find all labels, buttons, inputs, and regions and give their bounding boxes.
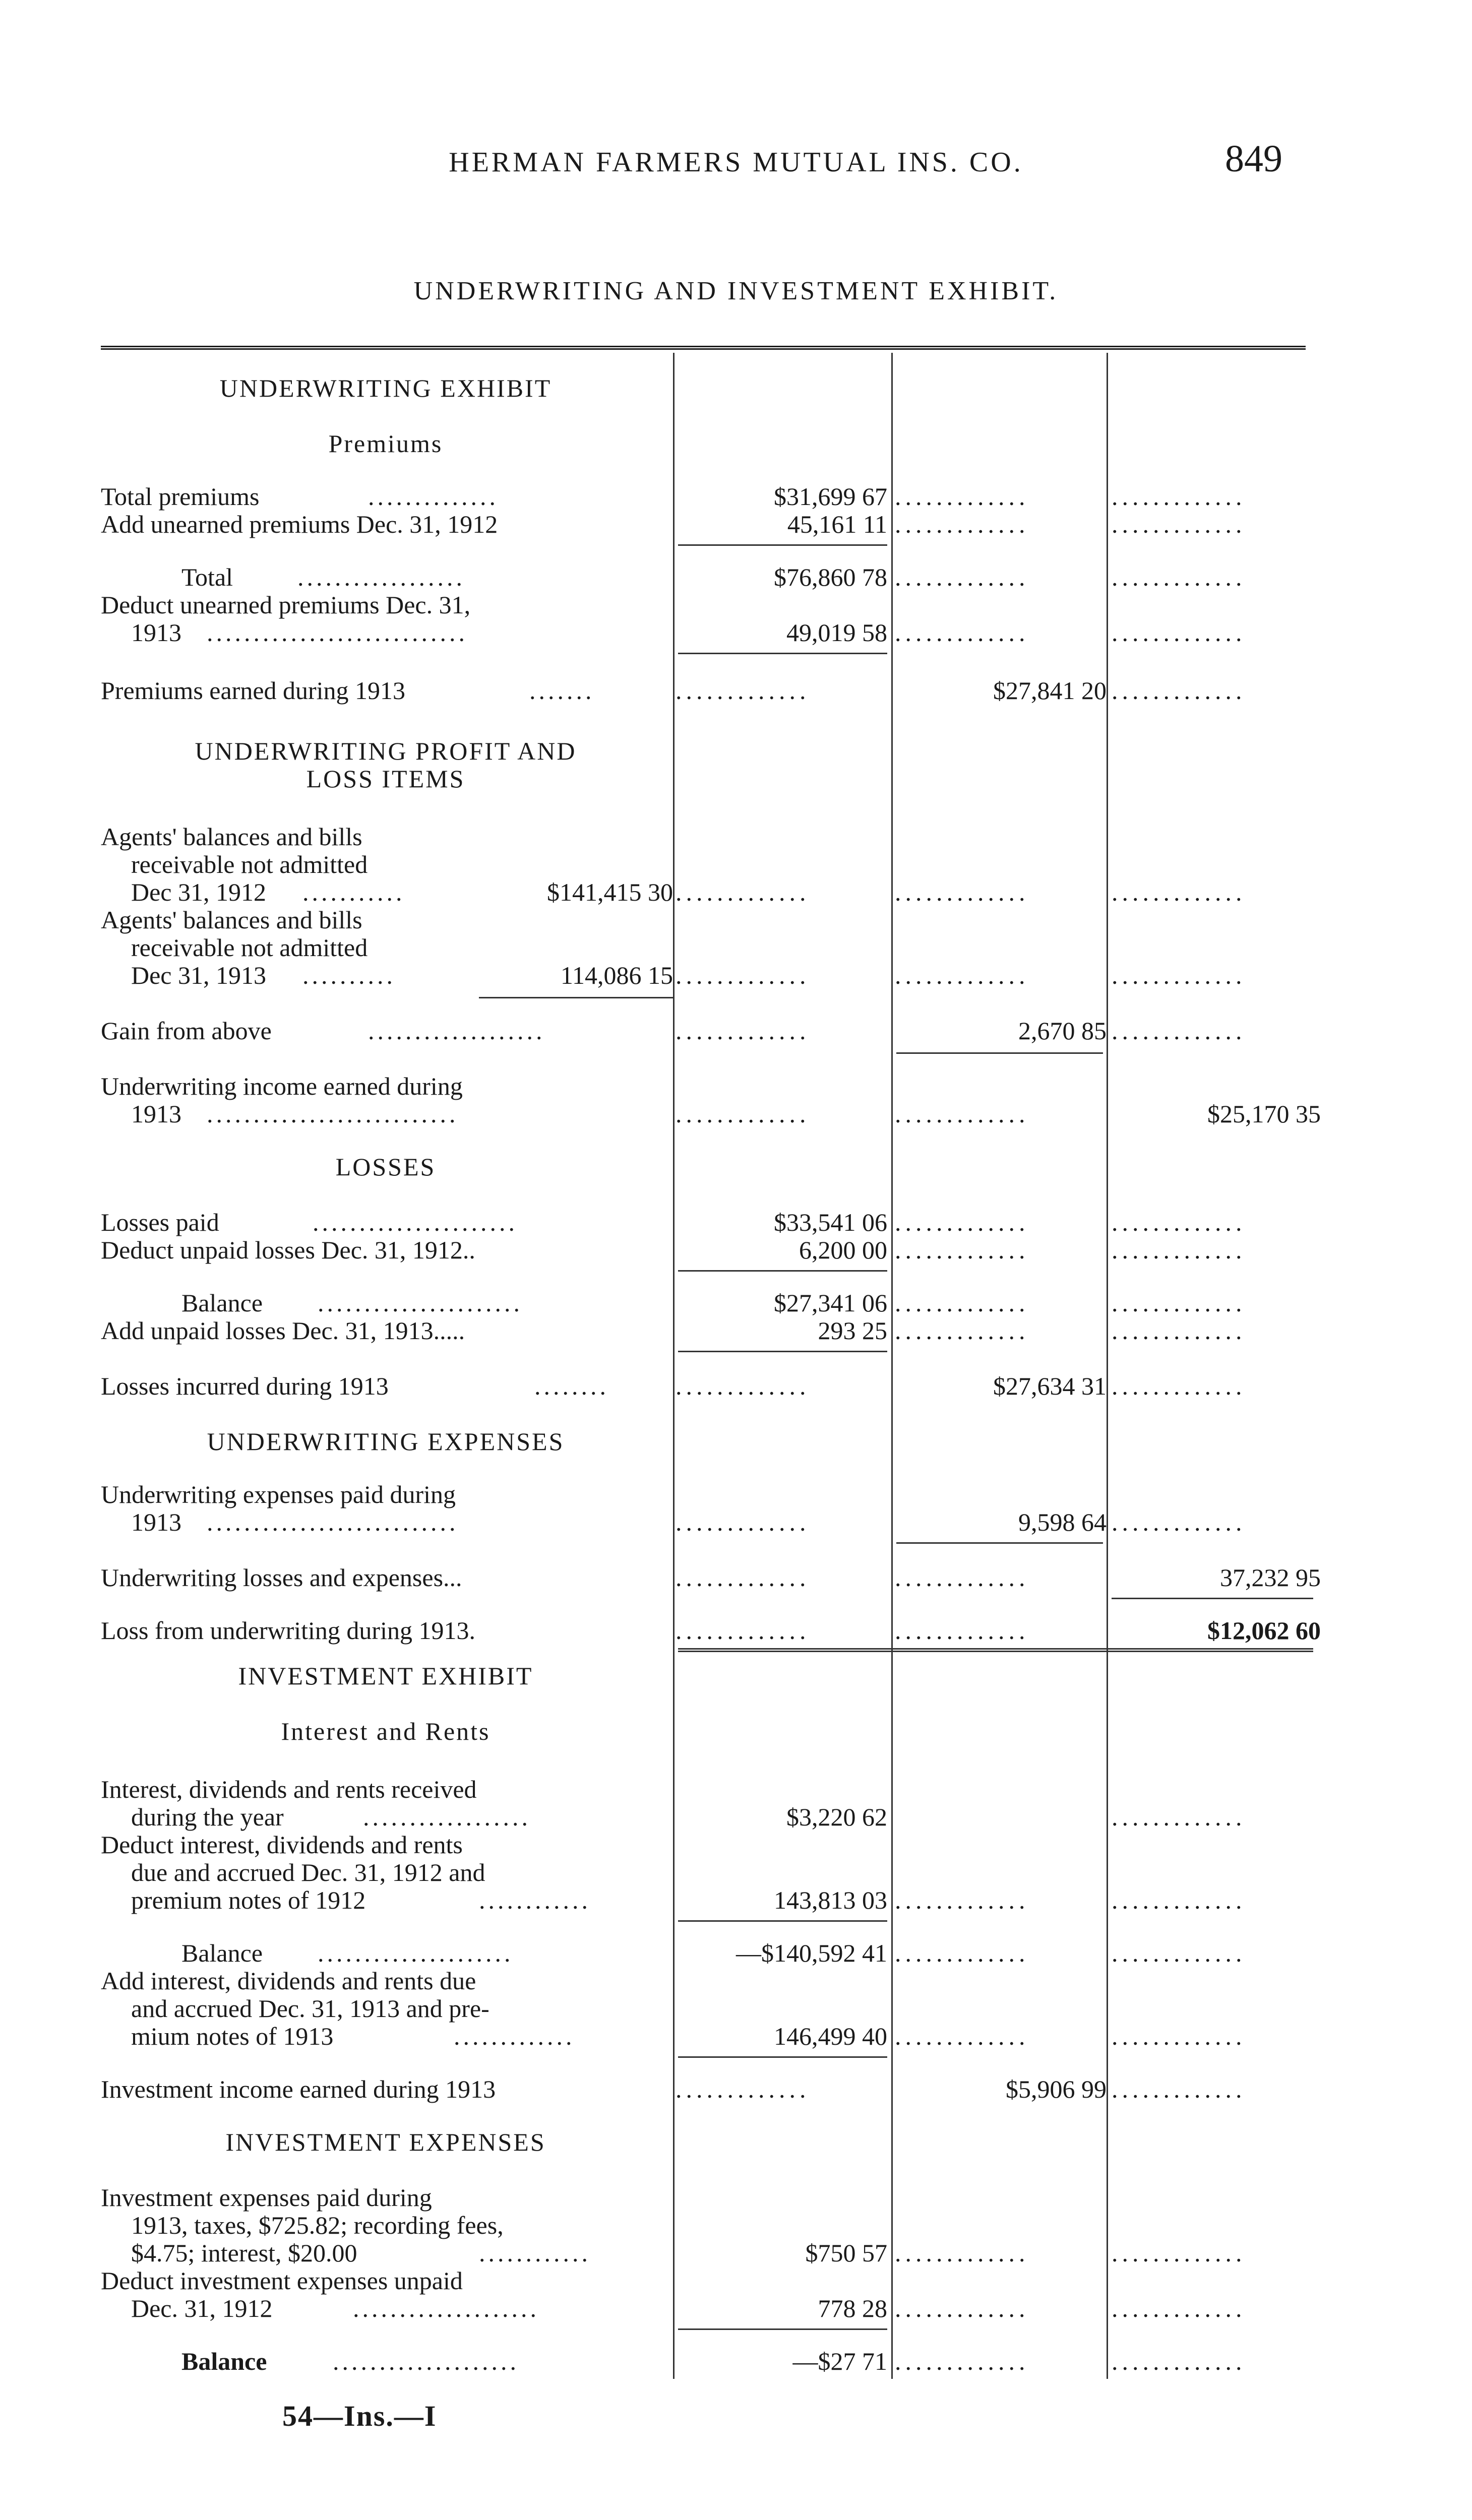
leader-dots: ............ <box>479 2239 591 2267</box>
table-row <box>101 905 1321 935</box>
table-row <box>101 2265 1321 2296</box>
section-subheading <box>101 1716 1321 1746</box>
row-label: Deduct interest, dividends and rents <box>101 1831 463 1859</box>
section-heading <box>101 764 1321 794</box>
leader-dots: ............. <box>1112 1372 1246 1400</box>
table-row <box>101 1099 1321 1129</box>
leader-dots: ............. <box>1112 1316 1246 1345</box>
leader-dots: ............. <box>1112 563 1246 591</box>
row-label: 1913 <box>131 1508 181 1536</box>
leader-dots: ............. <box>676 1372 810 1400</box>
row-label: Interest, dividends and rents received <box>101 1775 477 1803</box>
leader-dots: .................... <box>353 2294 539 2322</box>
heading-investment-expenses: INVESTMENT EXPENSES <box>225 2128 546 2156</box>
heading-profit-loss-1: UNDERWRITING PROFIT AND <box>195 737 577 765</box>
row-label: during the year <box>131 1803 284 1831</box>
leader-dots: ............ <box>479 1886 591 1914</box>
leader-dots: .................. <box>363 1803 531 1831</box>
leader-dots: ............. <box>676 1100 810 1128</box>
table-row <box>101 1479 1321 1509</box>
leader-dots: ............. <box>895 1563 1029 1592</box>
leader-dots: ............. <box>454 2022 575 2050</box>
sum-rule <box>678 1351 887 1352</box>
table-row <box>101 590 1321 620</box>
leader-dots: ............. <box>1112 676 1246 705</box>
row-label: Balance <box>181 2347 267 2375</box>
exhibit-title: UNDERWRITING AND INVESTMENT EXHIBIT. <box>413 277 1059 305</box>
leader-dots: ............. <box>895 961 1029 989</box>
row-label: Add unpaid losses Dec. 31, 1913..... <box>101 1316 465 1345</box>
row-label: and accrued Dec. 31, 1913 and pre- <box>131 1994 489 2023</box>
signature-mark: 54—Ins.—I <box>282 2400 437 2432</box>
sum-rule <box>678 653 887 654</box>
row-label: 1913, taxes, $725.82; recording fees, <box>131 2211 504 2239</box>
section-heading <box>101 736 1321 766</box>
leader-dots: ............. <box>895 2294 1029 2322</box>
row-label: Dec. 31, 1912 <box>131 2294 273 2322</box>
leader-dots: ...................... <box>318 1289 523 1317</box>
table-row <box>101 1235 1321 1265</box>
sum-rule <box>479 997 673 998</box>
table-row <box>101 1830 1321 1860</box>
table-row <box>101 1938 1321 1968</box>
leader-dots: ............. <box>1112 878 1246 906</box>
top-double-rule <box>101 346 1306 350</box>
amount-col1: —$140,592 41 <box>736 1939 887 1967</box>
amount-col1: $3,220 62 <box>786 1803 887 1831</box>
heading-profit-loss-2: LOSS ITEMS <box>306 765 465 793</box>
table-row <box>101 617 1321 648</box>
leader-dots: ..................... <box>318 1939 514 1967</box>
table-row <box>101 877 1321 907</box>
leader-dots: ............. <box>895 1939 1029 1967</box>
leader-dots: ............. <box>895 1316 1029 1345</box>
table-row <box>101 1993 1321 2024</box>
leader-dots: ............. <box>895 1208 1029 1236</box>
row-label: Dec 31, 1912 <box>131 878 266 906</box>
leader-dots: ............. <box>676 676 810 705</box>
leader-dots: ............. <box>676 1017 810 1045</box>
section-subheading <box>101 428 1321 459</box>
inline-amount: 114,086 15 <box>560 961 673 989</box>
table-row <box>101 1966 1321 1996</box>
sum-rule <box>678 1920 887 1922</box>
row-label: receivable not admitted <box>131 933 368 962</box>
table-row <box>101 1885 1321 1915</box>
section-heading <box>101 373 1321 403</box>
heading-underwriting-expenses: UNDERWRITING EXPENSES <box>207 1427 565 1456</box>
leader-dots: .................. <box>297 563 465 591</box>
row-label: Underwriting expenses paid during <box>101 1480 456 1508</box>
table-row <box>101 960 1321 990</box>
leader-dots: ............................ <box>207 618 468 647</box>
leader-dots: ............. <box>895 510 1029 538</box>
leader-dots: .................... <box>333 2347 519 2375</box>
leader-dots: ............. <box>676 878 810 906</box>
heading-premiums: Premiums <box>328 429 443 458</box>
row-label: Dec 31, 1913 <box>131 961 266 989</box>
page-number: 849 <box>1225 138 1282 180</box>
row-label: Add unearned premiums Dec. 31, 1912 <box>101 510 498 538</box>
amount-col2: $27,634 31 <box>993 1372 1107 1400</box>
amount-col2: $27,841 20 <box>993 676 1107 705</box>
leader-dots: ............. <box>676 961 810 989</box>
inline-amount: $141,415 30 <box>547 878 673 906</box>
amount-col1: $27,341 06 <box>774 1289 887 1317</box>
table-row <box>101 2021 1321 2051</box>
leader-dots: ............. <box>676 1508 810 1536</box>
leader-dots: ........... <box>302 878 405 906</box>
section-heading <box>101 2127 1321 2157</box>
row-label: Agents' balances and bills <box>101 823 362 851</box>
running-title: HERMAN FARMERS MUTUAL INS. CO. <box>449 147 1023 178</box>
heading-underwriting-exhibit: UNDERWRITING EXHIBIT <box>219 374 552 402</box>
leader-dots: .......... <box>302 961 396 989</box>
section-heading <box>101 1426 1321 1457</box>
leader-dots: ............. <box>1112 961 1246 989</box>
amount-col1: $33,541 06 <box>774 1208 887 1236</box>
sum-rule <box>1112 1598 1313 1599</box>
row-label: Add interest, dividends and rents due <box>101 1967 476 1995</box>
row-label: 1913 <box>131 1100 181 1128</box>
row-label: Investment income earned during 1913 <box>101 2075 496 2103</box>
table-row <box>101 2074 1321 2104</box>
amount-col2: $5,906 99 <box>1006 2075 1107 2103</box>
leader-dots: ............. <box>895 1236 1029 1264</box>
table-row <box>101 1016 1321 1046</box>
amount-col3: $25,170 35 <box>1207 1100 1321 1128</box>
row-label: Losses paid <box>101 1208 219 1236</box>
row-label: $4.75; interest, $20.00 <box>131 2239 357 2267</box>
table-row <box>101 932 1321 963</box>
row-label: Total premiums <box>101 482 260 511</box>
amount-col1: 6,200 00 <box>799 1236 887 1264</box>
leader-dots: ............. <box>895 2239 1029 2267</box>
table-row <box>101 481 1321 512</box>
table-row <box>101 1371 1321 1401</box>
row-label: Deduct unpaid losses Dec. 31, 1912.. <box>101 1236 475 1264</box>
leader-dots: ............. <box>895 2022 1029 2050</box>
row-label: Underwriting losses and expenses... <box>101 1563 462 1592</box>
table-row <box>101 2293 1321 2323</box>
amount-col2: 9,598 64 <box>1018 1508 1107 1536</box>
leader-dots: .............. <box>368 482 499 511</box>
row-label: Total <box>181 563 233 591</box>
row-label: Gain from above <box>101 1017 272 1045</box>
row-label: Deduct unearned premiums Dec. 31, <box>101 591 471 619</box>
leader-dots: ............. <box>1112 2294 1246 2322</box>
leader-dots: ...................... <box>313 1208 518 1236</box>
amount-col1: —$27 71 <box>792 2347 887 2375</box>
leader-dots: ............. <box>895 482 1029 511</box>
leader-dots: ............. <box>895 878 1029 906</box>
heading-losses: LOSSES <box>335 1153 436 1181</box>
section-heading <box>101 1661 1321 1691</box>
row-label: due and accrued Dec. 31, 1912 and <box>131 1858 485 1886</box>
leader-dots: ............. <box>676 1563 810 1592</box>
table-row <box>101 675 1321 706</box>
leader-dots: ............. <box>1112 1508 1246 1536</box>
row-label: Underwriting income earned during <box>101 1072 463 1100</box>
leader-dots: ............. <box>1112 2347 1246 2375</box>
table-row <box>101 1774 1321 1804</box>
table-row <box>101 2238 1321 2268</box>
amount-col1: 143,813 03 <box>774 1886 887 1914</box>
leader-dots: ............. <box>895 1289 1029 1317</box>
sum-rule <box>678 2056 887 2058</box>
leader-dots: ............. <box>1112 482 1246 511</box>
amount-col1: 49,019 58 <box>786 618 887 647</box>
table-row <box>101 562 1321 592</box>
table-row <box>101 1802 1321 1832</box>
heading-investment-exhibit: INVESTMENT EXHIBIT <box>238 1662 533 1690</box>
table-row <box>101 1207 1321 1237</box>
leader-dots: ............. <box>1112 618 1246 647</box>
amount-col2: 2,670 85 <box>1018 1017 1107 1045</box>
table-row <box>101 1071 1321 1101</box>
table-row <box>101 2182 1321 2213</box>
table-row <box>101 822 1321 852</box>
table-row <box>101 2210 1321 2240</box>
leader-dots: ............. <box>676 2075 810 2103</box>
row-label: Losses incurred during 1913 <box>101 1372 389 1400</box>
amount-col1: $76,860 78 <box>774 563 887 591</box>
amount-col3: 37,232 95 <box>1220 1563 1321 1592</box>
sum-rule <box>678 2328 887 2330</box>
sum-rule <box>896 1052 1103 1054</box>
table-row <box>101 1507 1321 1537</box>
row-label: Loss from underwriting during 1913. <box>101 1616 475 1645</box>
row-label: premium notes of 1912 <box>131 1886 366 1914</box>
leader-dots: ............. <box>1112 2239 1246 2267</box>
row-label: mium notes of 1913 <box>131 2022 334 2050</box>
sum-rule <box>678 544 887 546</box>
leader-dots: ............. <box>1112 1289 1246 1317</box>
amount-col1: 293 25 <box>818 1316 887 1345</box>
table-row <box>101 1562 1321 1593</box>
row-label: 1913 <box>131 618 181 647</box>
leader-dots: ............. <box>895 618 1029 647</box>
table-row <box>101 1857 1321 1887</box>
table-row <box>101 509 1321 539</box>
leader-dots: ........ <box>534 1372 609 1400</box>
amount-col1: 146,499 40 <box>774 2022 887 2050</box>
leader-dots: ............. <box>676 1616 810 1645</box>
heading-interest-rents: Interest and Rents <box>281 1717 490 1745</box>
leader-dots: ....... <box>529 676 595 705</box>
leader-dots: ............. <box>895 1616 1029 1645</box>
row-label: receivable not admitted <box>131 850 368 878</box>
amount-col1: $750 57 <box>805 2239 887 2267</box>
leader-dots: ............. <box>1112 2075 1246 2103</box>
row-label: Deduct investment expenses unpaid <box>101 2266 463 2295</box>
table-row <box>101 1288 1321 1318</box>
sum-rule <box>678 1270 887 1272</box>
leader-dots: ............. <box>1112 1803 1246 1831</box>
leader-dots: ............. <box>895 1886 1029 1914</box>
leader-dots: ............. <box>1112 2022 1246 2050</box>
row-label: Investment expenses paid during <box>101 2183 432 2212</box>
leader-dots: ............. <box>1112 1017 1246 1045</box>
leader-dots: ............. <box>895 2347 1029 2375</box>
leader-dots: ............. <box>1112 1886 1246 1914</box>
sum-rule <box>896 1542 1103 1544</box>
table-row <box>101 849 1321 879</box>
amount-col1: 778 28 <box>818 2294 887 2322</box>
row-label: Balance <box>181 1939 263 1967</box>
row-label: Balance <box>181 1289 263 1317</box>
row-label: Premiums earned during 1913 <box>101 676 406 705</box>
leader-dots: ............. <box>1112 1236 1246 1264</box>
leader-dots: ................... <box>368 1017 545 1045</box>
leader-dots: ............. <box>1112 1939 1246 1967</box>
leader-dots: ........................... <box>207 1100 459 1128</box>
double-rule <box>678 1648 1313 1652</box>
leader-dots: ............. <box>895 563 1029 591</box>
table-row <box>101 1315 1321 1346</box>
amount-col1: 45,161 11 <box>787 510 887 538</box>
table-row <box>101 1615 1321 1646</box>
table-row <box>101 2346 1321 2376</box>
row-label: Agents' balances and bills <box>101 906 362 934</box>
leader-dots: ........................... <box>207 1508 459 1536</box>
section-heading <box>101 1152 1321 1182</box>
leader-dots: ............. <box>895 1100 1029 1128</box>
amount-col3: $12,062 60 <box>1207 1616 1321 1645</box>
amount-col1: $31,699 67 <box>774 482 887 511</box>
leader-dots: ............. <box>1112 1208 1246 1236</box>
leader-dots: ............. <box>1112 510 1246 538</box>
